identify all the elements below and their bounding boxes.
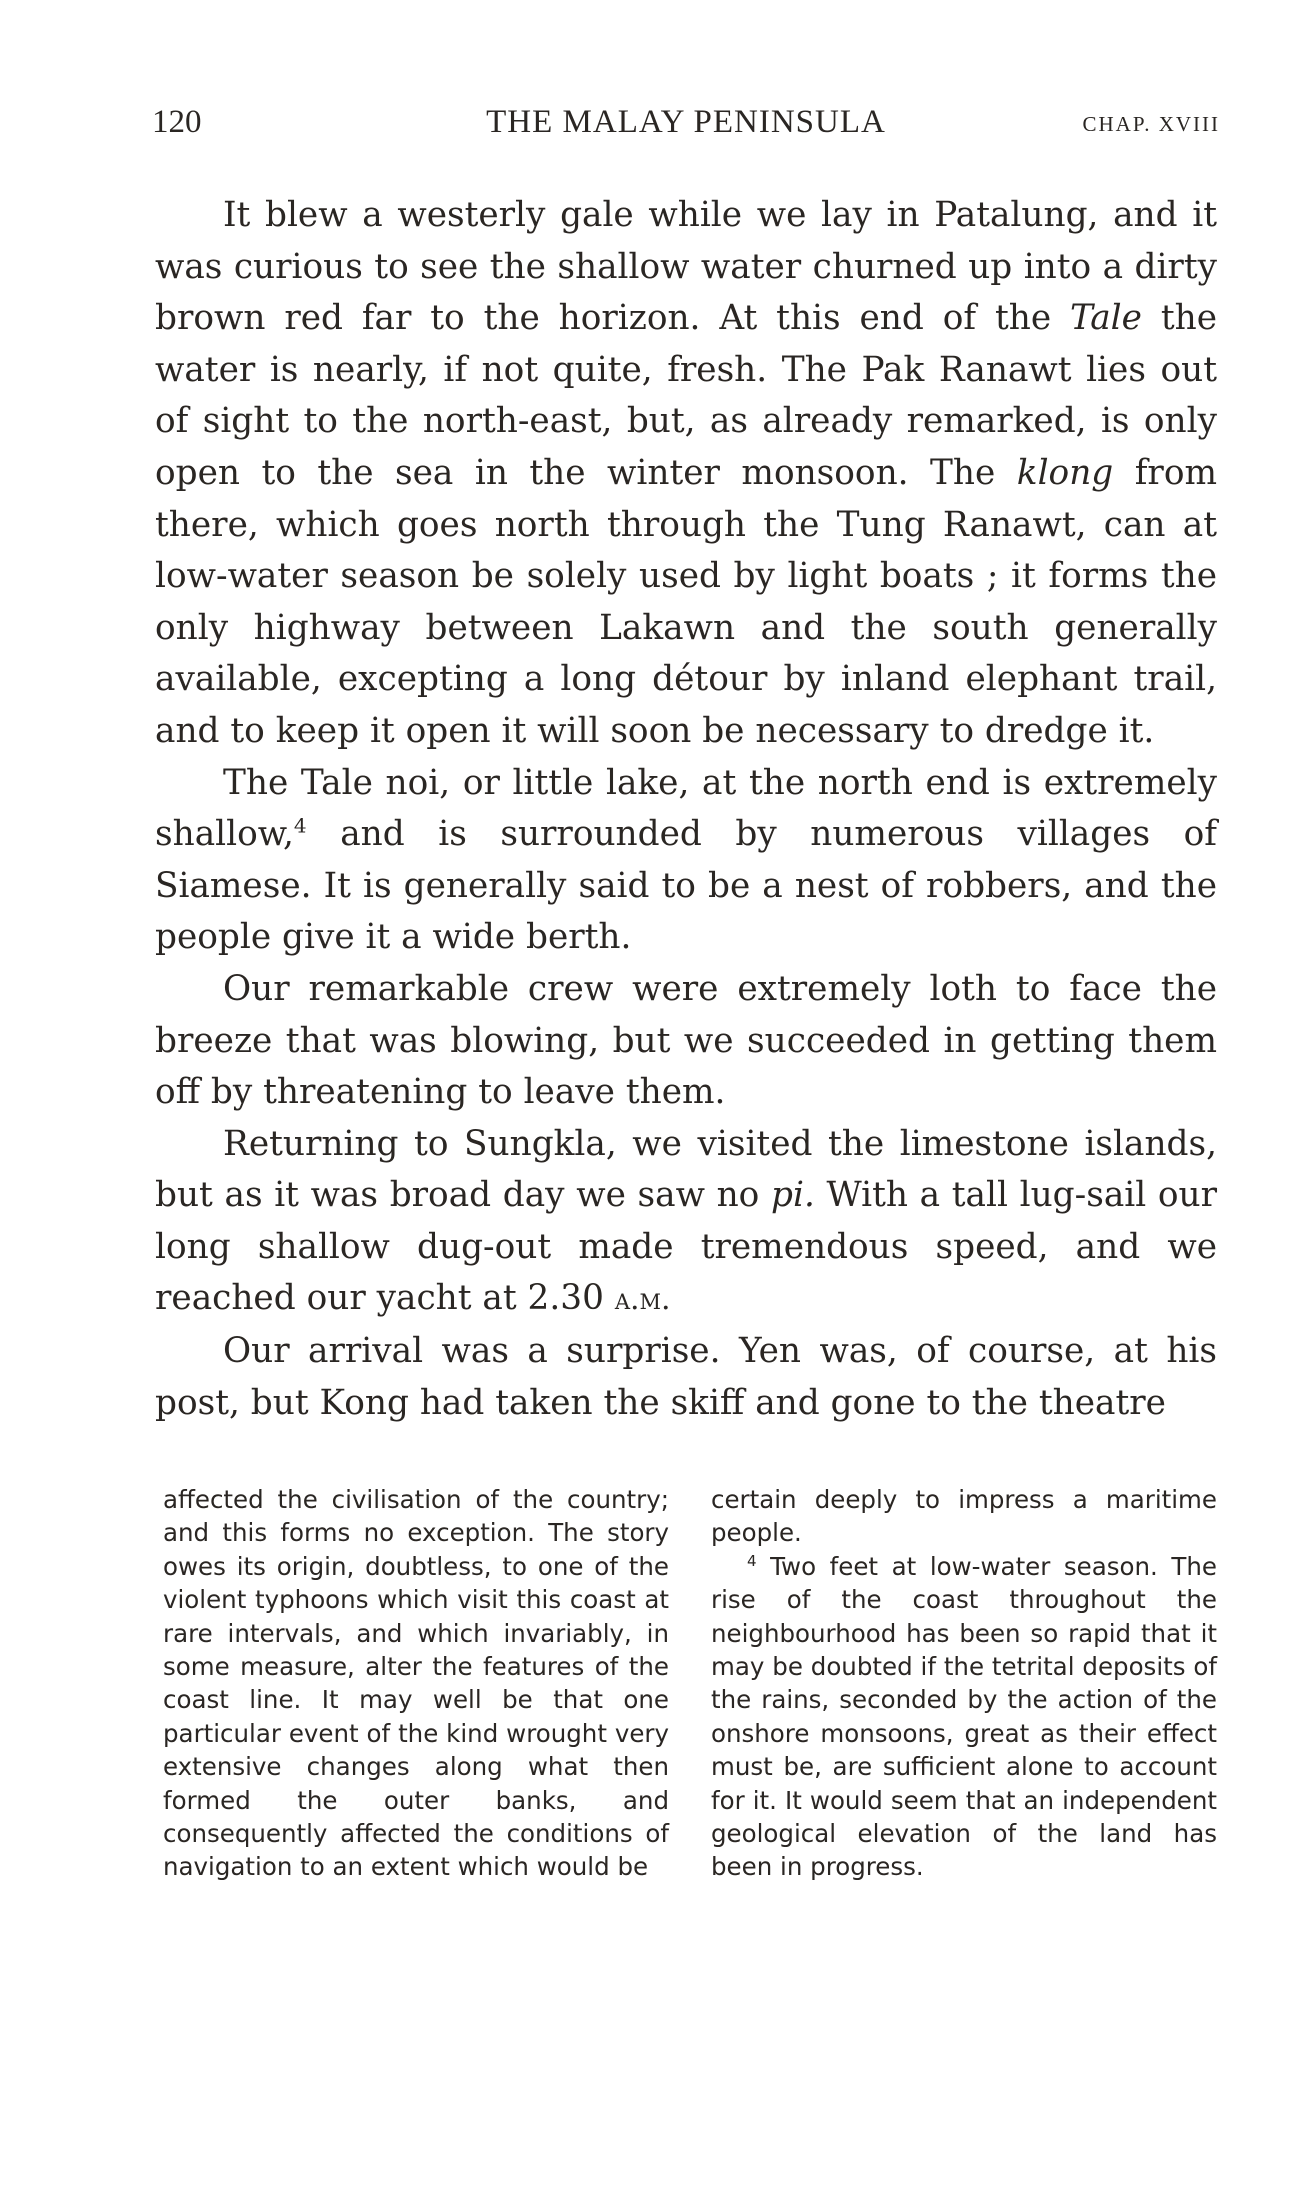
text-run: With a tall lug-sail our long shallow dug-out made tremendous speed, and we reached our yacht at 2.30 (155, 1175, 1217, 1319)
paragraph (155, 758, 1217, 964)
chapter-label: CHAP. XVIII (1082, 112, 1220, 136)
paragraph (155, 190, 1217, 758)
footnote-continuation: certain deeply to impress a maritime people. (711, 1485, 1217, 1548)
italic-term: klong (1016, 452, 1114, 493)
text-run: from there, which goes north through the Tung Ranawt, can at low-water season be solely used by light boats ; it forms the only highway between Lakawn and the south generally available, excepting a long détour by inland elephant trail, and to keep it open it will soon be necessary to dredge it. (155, 452, 1217, 751)
text-run: the water is nearly, if not quite, fresh. The Pak Ranawt lies out of sight to the north-east, but, as already remarked, is only open to the sea in the winter monsoon. The (155, 298, 1217, 493)
text-run: and is surrounded by numerous villages of Siamese. It is generally said to be a nest of robbers, and the people give it a wide berth. (155, 814, 1217, 958)
paragraph (155, 1326, 1217, 1429)
italic-term: Tale (1070, 298, 1142, 339)
main-text (155, 190, 1217, 1429)
footnote-text: Two feet at low-water season. The rise of the coast throughout the neighbourhood has been so rapid that it may be doubted if the tetrital deposits of the rains, seconded by the action of the onshore monsoons, great as their effect must be, are sufficient alone to account for it. It would seem that an independent geological elevation of the land has been in progress. (711, 1551, 1217, 1882)
footnote-column-right (711, 1483, 1217, 1884)
paragraph (155, 1119, 1217, 1326)
footnote-reference: 4 (293, 813, 307, 838)
footnote-4 (711, 1550, 1217, 1884)
footnote-continuation: affected the civilisation of the country; and this forms no exception. The story owes its origin, doubtless, to one of the violent typhoons which visit this coast at rare intervals, and which invariably, in some measure, alter the features of the coast line. It may well be that one particular event of the kind wrought very extensive changes along what then formed the outer banks, and consequently affected the conditions of navigation to an extent which would be (163, 1485, 669, 1882)
text-run: Our remarkable crew were extremely loth to face the breeze that was blowing, but we succeeded in getting them off by threatening to leave them. (155, 968, 1217, 1113)
text-run: It blew a westerly gale while we lay in Patalung, and it was curious to see the shallow water churned up into a dirty brown red far to the horizon. At this end of the (155, 195, 1217, 339)
time-abbrev: a.m. (614, 1282, 671, 1318)
paragraph (155, 964, 1217, 1119)
text-run: Our arrival was a surprise. Yen was, of course, at his post, but Kong had taken the skiff and gone to the theatre (155, 1331, 1217, 1423)
book-title: THE MALAY PENINSULA (486, 104, 886, 140)
footnote-marker: 4 (747, 1551, 757, 1570)
italic-term: pi. (771, 1175, 815, 1216)
text-run: The Tale noi, or little lake, at the north end is extremely shallow, (155, 762, 1217, 855)
text-run: Returning to Sungkla, we visited the limestone islands, but as it was broad day we saw no (155, 1123, 1217, 1216)
page-number: 120 (152, 104, 202, 140)
footnote-column-left (163, 1483, 669, 1884)
running-head (152, 100, 1220, 150)
